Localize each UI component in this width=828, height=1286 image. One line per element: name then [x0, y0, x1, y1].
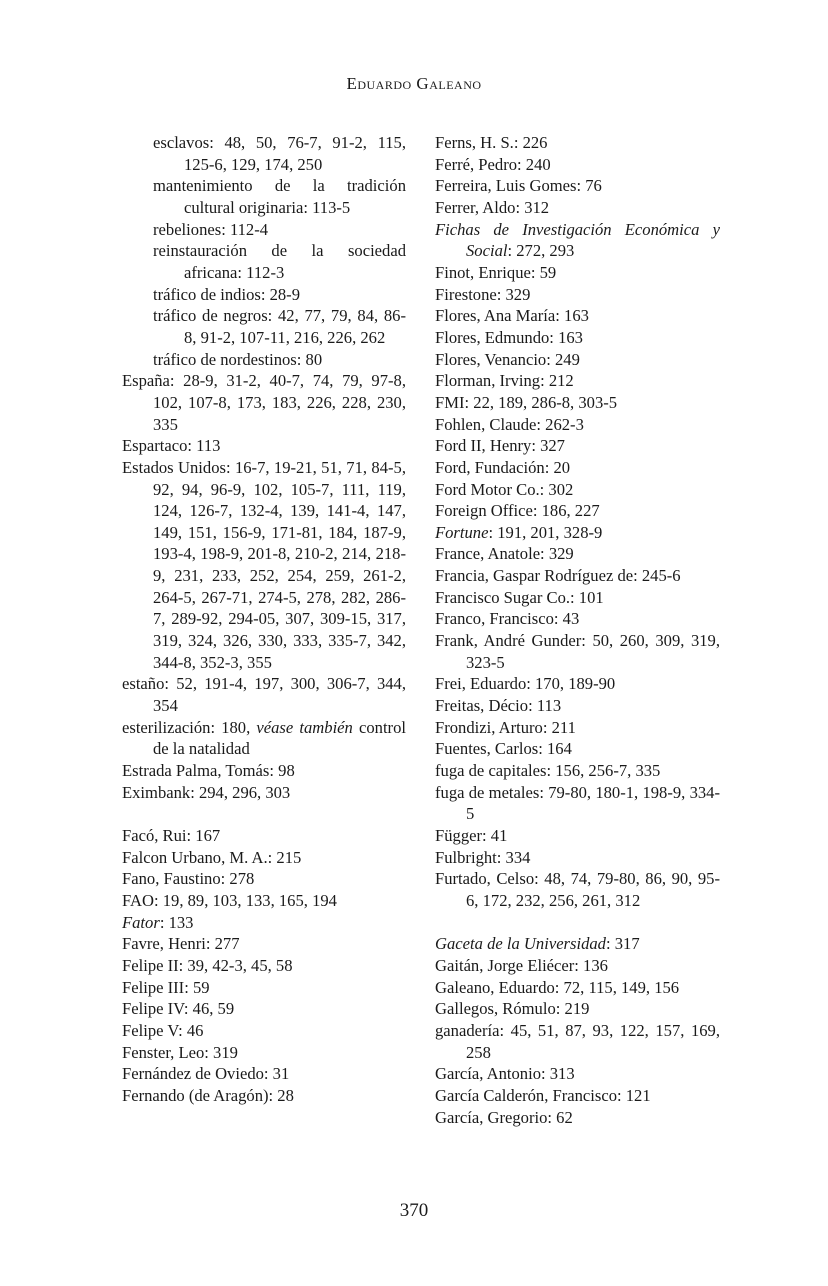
cross-reference: véase también	[256, 717, 353, 737]
index-entry: Facó, Rui: 167	[122, 825, 221, 845]
index-entry: Ferré, Pedro: 240	[435, 154, 551, 174]
letter-gap	[435, 912, 720, 934]
index-entry: Felipe II: 39, 42-3, 45, 58	[122, 955, 293, 975]
page-number: 370	[399, 1200, 429, 1221]
entry-text: esterilización: 180,	[122, 717, 257, 737]
running-head: Eduardo Galeano	[346, 74, 482, 93]
index-entry: Favre, Henri: 277	[122, 934, 240, 954]
index-entry: Foreign Office: 186, 227	[435, 501, 600, 521]
index-entry: Flores, Venancio: 249	[435, 349, 580, 369]
index-entry: Estrada Palma, Tomás: 98	[122, 761, 295, 781]
index-entry	[435, 522, 720, 544]
index-entry: Firestone: 329	[435, 284, 531, 304]
index-column-right	[435, 132, 720, 1128]
index-entry: estaño: 52, 191-4, 197, 300, 306-7, 344, 354	[122, 674, 406, 716]
index-entry: FAO: 19, 89, 103, 133, 165, 194	[122, 890, 337, 910]
index-entry: Furtado, Celso: 48, 74, 79-80, 86, 90, 95-6, 172, 232, 256, 261, 312	[435, 869, 720, 910]
index-entry: fuga de metales: 79-80, 180-1, 198-9, 334-5	[435, 782, 720, 824]
index-entry	[435, 219, 720, 262]
index-subentry: tráfico de indios: 28-9	[153, 284, 301, 304]
index-entry: Fano, Faustino: 278	[122, 869, 255, 889]
index-entry: Ferreira, Luis Gomes: 76	[435, 176, 602, 196]
index-entry: Ferns, H. S.: 226	[435, 133, 548, 152]
index-entry: Galeano, Eduardo: 72, 115, 149, 156	[435, 977, 680, 997]
index-column-left	[122, 132, 406, 1107]
index-entry: Ferrer, Aldo: 312	[435, 197, 550, 217]
index-entry: Flores, Edmundo: 163	[435, 327, 583, 347]
index-entry: Felipe III: 59	[122, 977, 210, 997]
entry-pages: : 133	[159, 912, 194, 932]
index-entry: Frei, Eduardo: 170, 189-90	[435, 674, 616, 694]
index-entry: Fulbright: 334	[435, 847, 531, 867]
index-entry: Frank, André Gunder: 50, 260, 309, 319, 323-5	[435, 631, 720, 672]
index-entry: Frondizi, Arturo: 211	[435, 717, 576, 737]
publication-title: Fator	[122, 912, 160, 932]
publication-title: Gaceta de la Universidad	[435, 934, 606, 954]
index-entry: Flores, Ana María: 163	[435, 306, 589, 326]
index-subentry: tráfico de nordestinos: 80	[153, 349, 323, 369]
index-entry: Freitas, Décio: 113	[435, 696, 562, 716]
index-entry: Fenster, Leo: 319	[122, 1042, 238, 1062]
index-entry: Francisco Sugar Co.: 101	[435, 587, 604, 607]
index-entry: FMI: 22, 189, 286-8, 303-5	[435, 392, 618, 412]
publication-title: Fortune	[435, 522, 489, 542]
index-entry: Felipe V: 46	[122, 1020, 204, 1040]
index-entry	[122, 717, 406, 760]
index-subentry: reinstauración de la sociedad africana: 112-3	[153, 241, 406, 282]
letter-gap	[122, 803, 406, 825]
index-entry: Ford, Fundación: 20	[435, 457, 571, 477]
index-entry: Finot, Enrique: 59	[435, 262, 557, 282]
index-entry: Ford Motor Co.: 302	[435, 479, 574, 499]
index-entry	[435, 933, 720, 955]
index-entry: France, Anatole: 329	[435, 544, 574, 564]
index-entry: Gallegos, Rómulo: 219	[435, 999, 590, 1019]
index-entry: Espartaco: 113	[122, 436, 221, 456]
index-entry: Fohlen, Claude: 262-3	[435, 414, 584, 434]
index-entry: Florman, Irving: 212	[435, 371, 574, 391]
index-entry: fuga de capitales: 156, 256-7, 335	[435, 761, 661, 781]
index-subentry: rebeliones: 112-4	[153, 219, 269, 239]
index-entry: Estados Unidos: 16-7, 19-21, 51, 71, 84-5, 92, 94, 96-9, 102, 105-7, 111, 119, 124, 126-7, 132-4, 139, 141-4, 147, 149, 151, 156-9, 171-81, 184, 187-9, 193-4, 198-9, 201-8, 210-2, 214, 218-9, 231, 233, 252, 254, 259, 261-2, 264-5, 267-71, 274-5, 278, 282, 286-7, 289-92, 294-05, 307, 309-15, 317, 319, 324, 326, 330, 333, 335-7, 342, 344-8, 352-3, 355	[122, 457, 406, 672]
entry-pages: : 272, 293	[507, 241, 575, 261]
index-entry: Francia, Gaspar Rodríguez de: 245-6	[435, 566, 681, 586]
index-entry: García, Antonio: 313	[435, 1064, 575, 1084]
index-entry: Fernando (de Aragón): 28	[122, 1085, 294, 1105]
index-entry: Függer: 41	[435, 826, 508, 845]
entry-text: control de la natalidad	[153, 717, 406, 759]
index-entry: Ford II, Henry: 327	[435, 436, 565, 456]
index-entry: García, Gregorio: 62	[435, 1107, 573, 1127]
entry-pages: : 191, 201, 328-9	[488, 522, 603, 542]
index-entry: España: 28-9, 31-2, 40-7, 74, 79, 97-8, 102, 107-8, 173, 183, 226, 228, 230, 335	[122, 371, 406, 434]
index-entry: Gaitán, Jorge Eliécer: 136	[435, 955, 608, 975]
publication-title: Fichas de Investigación Económica y Social	[435, 219, 720, 261]
index-entry: Fuentes, Carlos: 164	[435, 739, 572, 759]
index-entry: Fernández de Oviedo: 31	[122, 1064, 290, 1084]
index-subentry: tráfico de negros: 42, 77, 79, 84, 86-8, 91-2, 107-11, 216, 226, 262	[153, 306, 406, 347]
index-entry: Felipe IV: 46, 59	[122, 999, 235, 1019]
index-entry: García Calderón, Francisco: 121	[435, 1085, 651, 1105]
index-entry: Franco, Francisco: 43	[435, 609, 580, 629]
index-entry: Falcon Urbano, M. A.: 215	[122, 847, 302, 867]
index-subentry: mantenimiento de la tradición cultural originaria: 113-5	[153, 176, 406, 217]
entry-pages: : 317	[605, 934, 640, 954]
index-entry: ganadería: 45, 51, 87, 93, 122, 157, 169, 258	[435, 1020, 720, 1062]
index-entry	[122, 912, 406, 934]
index-entry: Eximbank: 294, 296, 303	[122, 782, 291, 802]
index-subentry: esclavos: 48, 50, 76-7, 91-2, 115, 125-6, 129, 174, 250	[153, 133, 406, 174]
